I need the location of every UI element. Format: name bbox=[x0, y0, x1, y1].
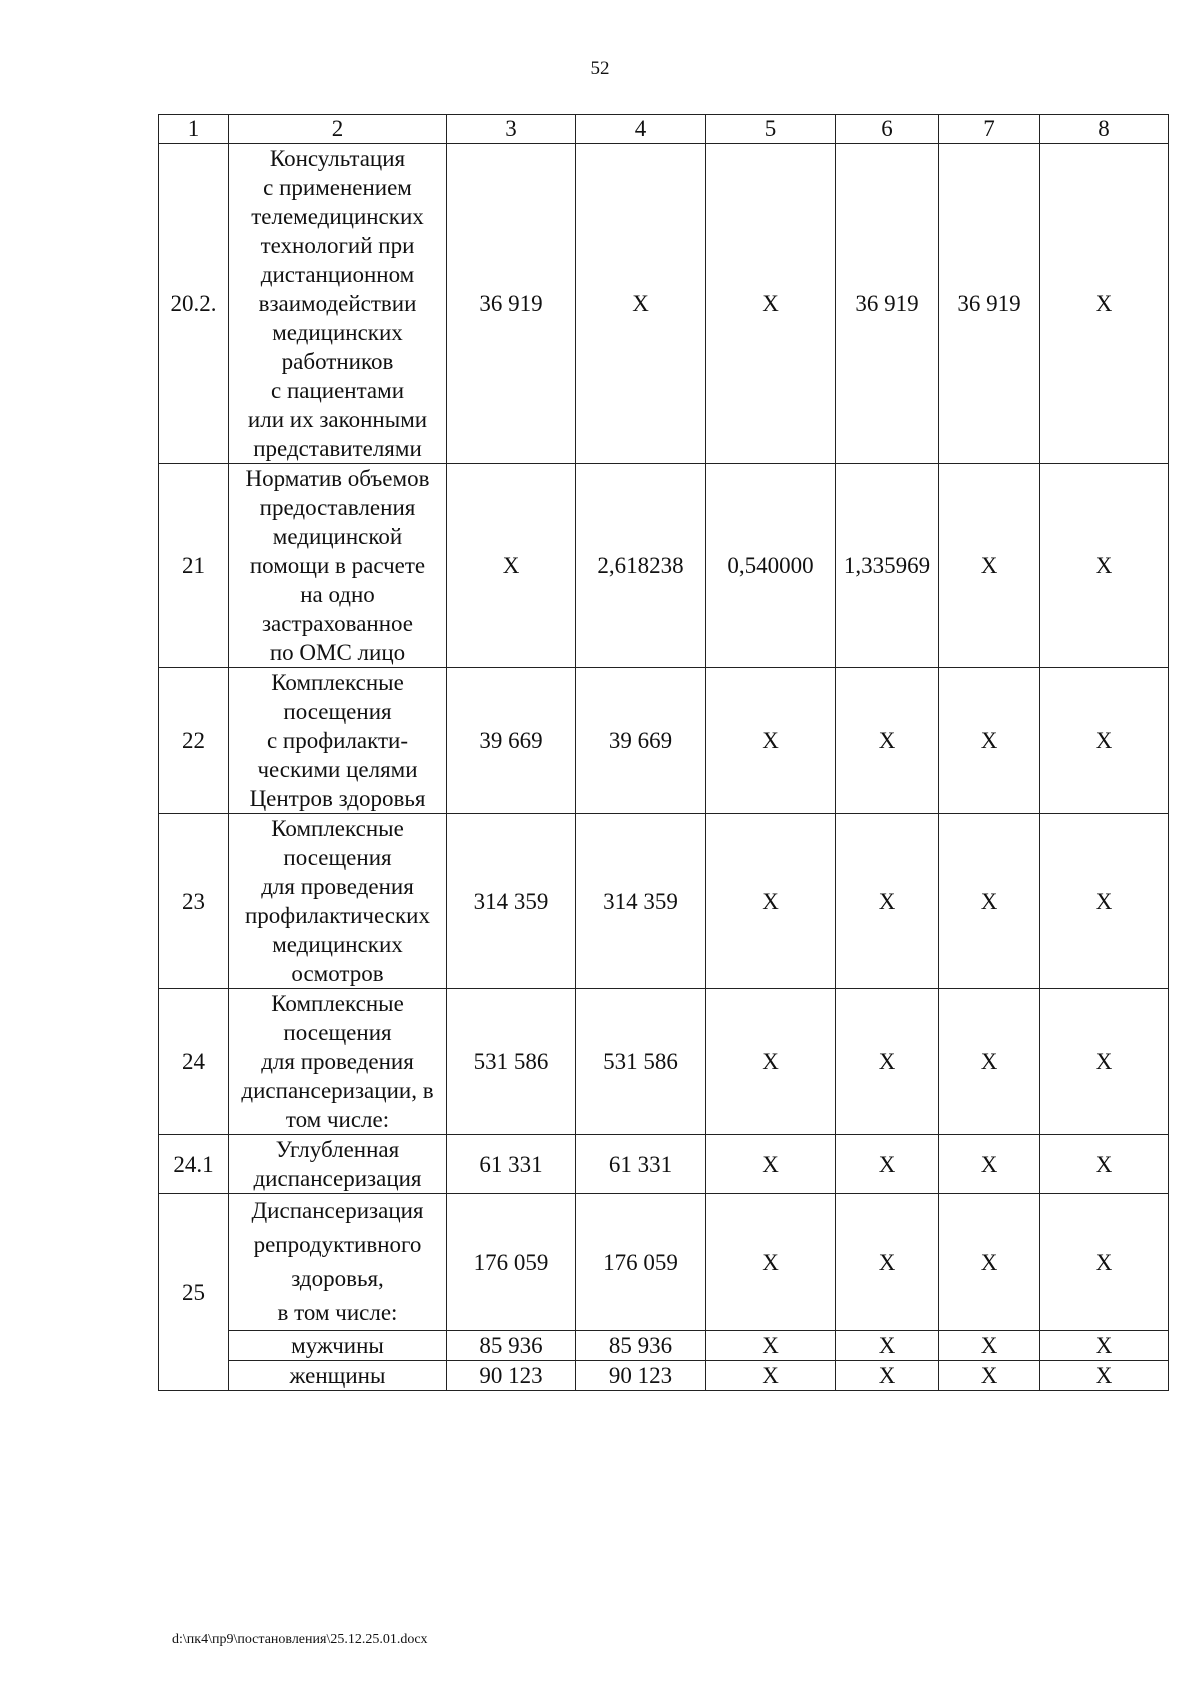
cell-col3: 90 123 bbox=[447, 1361, 576, 1391]
table-row bbox=[159, 1194, 1169, 1331]
cell-col5: Х bbox=[706, 989, 836, 1135]
table-header-row bbox=[159, 115, 1169, 144]
table-row bbox=[159, 668, 1169, 814]
cell-col8: Х bbox=[1040, 668, 1169, 814]
cell-col4: 39 669 bbox=[576, 668, 706, 814]
row-number: 21 bbox=[159, 464, 229, 668]
cell-col6: Х bbox=[836, 668, 939, 814]
cell-col7: 36 919 bbox=[939, 144, 1040, 464]
page-number: 52 bbox=[590, 58, 610, 79]
row-number: 24 bbox=[159, 989, 229, 1135]
cell-col8: Х bbox=[1040, 989, 1169, 1135]
row-name: Норматив объемов предоставления медицинской помощи в расчете на одно застрахованное по ОМС лицо bbox=[229, 464, 447, 668]
cell-col8: Х bbox=[1040, 1331, 1169, 1361]
cell-col3: 39 669 bbox=[447, 668, 576, 814]
cell-col7: Х bbox=[939, 1361, 1040, 1391]
cell-col6: Х bbox=[836, 1331, 939, 1361]
row-number: 24.1 bbox=[159, 1135, 229, 1194]
cell-col4: 176 059 bbox=[576, 1194, 706, 1331]
cell-col3: 176 059 bbox=[447, 1194, 576, 1331]
subrow-name: мужчины bbox=[229, 1331, 447, 1361]
cell-col5: Х bbox=[706, 1361, 836, 1391]
table-row bbox=[159, 144, 1169, 464]
cell-col6: Х bbox=[836, 1135, 939, 1194]
row-name: Комплексные посещения для проведения диспансеризации, в том числе: bbox=[229, 989, 447, 1135]
cell-col7: Х bbox=[939, 1135, 1040, 1194]
cell-col3: 85 936 bbox=[447, 1331, 576, 1361]
header-cell: 3 bbox=[447, 115, 576, 144]
cell-col8: Х bbox=[1040, 1361, 1169, 1391]
cell-col3: 314 359 bbox=[447, 814, 576, 989]
table-row bbox=[159, 989, 1169, 1135]
cell-col3: 36 919 bbox=[447, 144, 576, 464]
cell-col6: Х bbox=[836, 1361, 939, 1391]
cell-col7: Х bbox=[939, 814, 1040, 989]
cell-col7: Х bbox=[939, 464, 1040, 668]
cell-col7: Х bbox=[939, 1331, 1040, 1361]
cell-col5: Х bbox=[706, 1194, 836, 1331]
cell-col4: 90 123 bbox=[576, 1361, 706, 1391]
cell-col8: Х bbox=[1040, 464, 1169, 668]
cell-col6: Х bbox=[836, 989, 939, 1135]
cell-col5: 0,540000 bbox=[706, 464, 836, 668]
cell-col6: Х bbox=[836, 814, 939, 989]
cell-col8: Х bbox=[1040, 144, 1169, 464]
cell-col6: 36 919 bbox=[836, 144, 939, 464]
cell-col4: 314 359 bbox=[576, 814, 706, 989]
table-subrow bbox=[159, 1331, 1169, 1361]
header-cell: 4 bbox=[576, 115, 706, 144]
table-row bbox=[159, 814, 1169, 989]
data-table bbox=[158, 114, 1169, 1391]
cell-col8: Х bbox=[1040, 1194, 1169, 1331]
cell-col5: Х bbox=[706, 814, 836, 989]
row-name: Углубленная диспансеризация bbox=[229, 1135, 447, 1194]
cell-col7: Х bbox=[939, 668, 1040, 814]
cell-col4: 2,618238 bbox=[576, 464, 706, 668]
row-number: 20.2. bbox=[159, 144, 229, 464]
cell-col8: Х bbox=[1040, 1135, 1169, 1194]
cell-col3: Х bbox=[447, 464, 576, 668]
cell-col5: Х bbox=[706, 668, 836, 814]
header-cell: 1 bbox=[159, 115, 229, 144]
cell-col7: Х bbox=[939, 989, 1040, 1135]
cell-col5: Х bbox=[706, 144, 836, 464]
row-name: Консультация с применением телемедицинских технологий при дистанционном взаимодействии медицинских работников с пациентами или их законными представителями bbox=[229, 144, 447, 464]
table-subrow bbox=[159, 1361, 1169, 1391]
row-name: Комплексные посещения для проведения профилактических медицинских осмотров bbox=[229, 814, 447, 989]
table-row bbox=[159, 1135, 1169, 1194]
cell-col4: 531 586 bbox=[576, 989, 706, 1135]
row-name: Диспансеризация репродуктивного здоровья, в том числе: bbox=[229, 1194, 447, 1331]
file-path-footer: d:\пк4\пр9\постановления\25.12.25.01.docx bbox=[172, 1632, 428, 1647]
row-name: Комплексные посещения с профилакти- ческими целями Центров здоровья bbox=[229, 668, 447, 814]
row-number: 22 bbox=[159, 668, 229, 814]
header-cell: 6 bbox=[836, 115, 939, 144]
cell-col3: 61 331 bbox=[447, 1135, 576, 1194]
cell-col3: 531 586 bbox=[447, 989, 576, 1135]
cell-col4: 61 331 bbox=[576, 1135, 706, 1194]
header-cell: 7 bbox=[939, 115, 1040, 144]
cell-col4: Х bbox=[576, 144, 706, 464]
row-number: 23 bbox=[159, 814, 229, 989]
header-cell: 5 bbox=[706, 115, 836, 144]
cell-col5: Х bbox=[706, 1135, 836, 1194]
cell-col4: 85 936 bbox=[576, 1331, 706, 1361]
subrow-name: женщины bbox=[229, 1361, 447, 1391]
cell-col6: 1,335969 bbox=[836, 464, 939, 668]
table-row bbox=[159, 464, 1169, 668]
header-cell: 8 bbox=[1040, 115, 1169, 144]
header-cell: 2 bbox=[229, 115, 447, 144]
row-number: 25 bbox=[159, 1194, 229, 1391]
cell-col5: Х bbox=[706, 1331, 836, 1361]
cell-col8: Х bbox=[1040, 814, 1169, 989]
cell-col6: Х bbox=[836, 1194, 939, 1331]
cell-col7: Х bbox=[939, 1194, 1040, 1331]
